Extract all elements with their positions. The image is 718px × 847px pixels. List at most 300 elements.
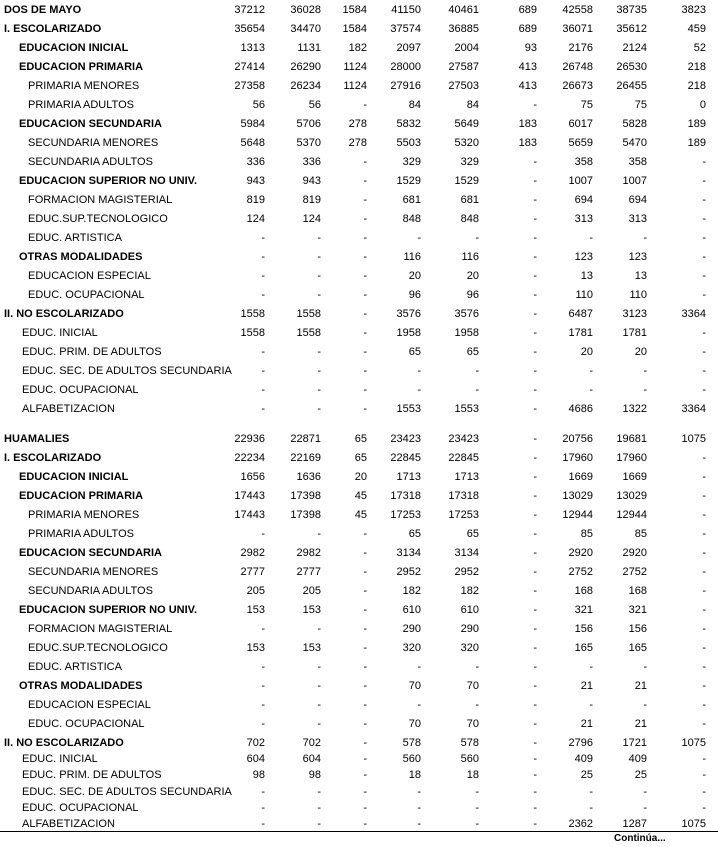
table-row (0, 307, 718, 321)
cell-value: 85 (634, 528, 647, 540)
cell-value: - (702, 156, 706, 168)
cell-value: 20 (354, 471, 367, 483)
cell-value: - (475, 365, 479, 377)
cell-value: 110 (629, 289, 647, 301)
cell-value: - (702, 327, 706, 339)
cell-value: 13029 (616, 490, 647, 502)
table-row (0, 801, 718, 815)
table-row (0, 622, 718, 636)
row-label: EDUC. OCUPACIONAL (28, 289, 145, 301)
cell-value: - (317, 232, 321, 244)
cell-value: 17318 (448, 490, 479, 502)
cell-value: 1781 (568, 327, 593, 339)
cell-value: 182 (402, 585, 421, 597)
cell-value: 45 (354, 490, 367, 502)
cell-value: 17398 (290, 509, 321, 521)
cell-value: 37574 (390, 23, 421, 35)
cell-value: 5832 (396, 118, 421, 130)
cell-value: - (533, 213, 537, 225)
table-row (0, 345, 718, 359)
cell-value: 218 (687, 80, 706, 92)
cell-value: - (702, 801, 706, 814)
cell-value: 3576 (396, 308, 421, 320)
cell-value: 2004 (454, 42, 479, 54)
cell-value: 25 (634, 769, 647, 782)
cell-value: 34470 (290, 23, 321, 35)
table-row (0, 326, 718, 340)
cell-value: 38735 (616, 4, 647, 16)
cell-value: - (702, 680, 706, 692)
cell-value: 26234 (290, 80, 321, 92)
cell-value: - (533, 585, 537, 597)
row-label: EDUCACION ESPECIAL (28, 270, 151, 282)
row-label: EDUC. INICIAL (22, 753, 98, 766)
cell-value: 6017 (568, 118, 593, 130)
table-row (0, 79, 718, 93)
row-label: II. NO ESCOLARIZADO (4, 308, 124, 320)
cell-value: 3134 (454, 547, 479, 559)
cell-value: 168 (574, 585, 593, 597)
cell-value: 56 (308, 99, 321, 111)
cell-value: - (261, 346, 265, 358)
cell-value: 1584 (342, 4, 367, 16)
cell-value: - (475, 699, 479, 711)
cell-value: 689 (518, 23, 537, 35)
row-label: I. ESCOLARIZADO (4, 23, 102, 35)
cell-value: 560 (460, 753, 479, 766)
cell-value: 65 (408, 528, 421, 540)
cell-value: - (417, 801, 421, 814)
row-label: EDUCACION SUPERIOR NO UNIV. (19, 175, 198, 187)
row-label: I. ESCOLARIZADO (4, 452, 102, 464)
cell-value: - (589, 801, 593, 814)
cell-value: 278 (348, 137, 367, 149)
row-label: PRIMARIA MENORES (28, 509, 140, 521)
cell-value: 17253 (448, 509, 479, 521)
cell-value: - (475, 818, 479, 830)
table-row (0, 231, 718, 245)
cell-value: 27916 (390, 80, 421, 92)
cell-value: - (317, 623, 321, 635)
cell-value: - (589, 365, 593, 377)
cell-value: 1558 (296, 308, 321, 320)
row-label: FORMACION MAGISTERIAL (28, 623, 173, 635)
cell-value: 18 (466, 769, 479, 782)
cell-value: 1124 (343, 80, 367, 92)
cell-value: 1529 (454, 175, 479, 187)
cell-value: - (702, 769, 706, 782)
cell-value: - (702, 346, 706, 358)
cell-value: 3576 (454, 308, 479, 320)
cell-value: - (363, 528, 367, 540)
cell-value: - (589, 699, 593, 711)
cell-value: - (261, 232, 265, 244)
cell-value: - (417, 384, 421, 396)
cell-value: 12944 (616, 509, 647, 521)
cell-value: 26530 (616, 61, 647, 73)
cell-value: 27587 (448, 61, 479, 73)
cell-value: 2362 (568, 818, 593, 830)
cell-value: - (317, 661, 321, 673)
cell-value: - (261, 270, 265, 282)
cell-value: 1584 (342, 23, 367, 35)
cell-value: 1075 (681, 818, 706, 830)
cell-value: - (533, 99, 537, 111)
cell-value: - (702, 289, 706, 301)
cell-value: 1529 (396, 175, 421, 187)
cell-value: 22936 (234, 433, 265, 445)
table-row (0, 364, 718, 378)
cell-value: - (533, 604, 537, 616)
cell-value: 189 (687, 137, 706, 149)
table-row (0, 41, 718, 55)
cell-value: - (317, 801, 321, 814)
cell-value: - (317, 680, 321, 692)
cell-value: 98 (308, 769, 321, 782)
cell-value: 21 (580, 718, 593, 730)
cell-value: 1558 (296, 327, 321, 339)
cell-value: 22845 (448, 452, 479, 464)
row-label: EDUC. SEC. DE ADULTOS SECUNDARIA (22, 785, 232, 798)
cell-value: - (363, 785, 367, 798)
cell-value: - (363, 194, 367, 206)
cell-value: 3364 (681, 308, 706, 320)
cell-value: 183 (518, 118, 537, 130)
cell-value: - (533, 623, 537, 635)
cell-value: - (702, 194, 706, 206)
cell-value: - (533, 433, 537, 445)
cell-value: - (363, 346, 367, 358)
cell-value: 218 (687, 61, 706, 73)
cell-value: 96 (466, 289, 479, 301)
cell-value: 413 (518, 80, 537, 92)
cell-value: - (533, 769, 537, 782)
cell-value: - (475, 232, 479, 244)
cell-value: - (261, 699, 265, 711)
cell-value: 320 (460, 642, 479, 654)
cell-value: 20 (580, 346, 593, 358)
cell-value: - (533, 251, 537, 263)
cell-value: - (417, 699, 421, 711)
cell-value: 329 (460, 156, 479, 168)
cell-value: 1131 (297, 42, 321, 54)
cell-value: 5984 (240, 118, 265, 130)
cell-value: - (417, 232, 421, 244)
cell-value: 5828 (622, 118, 647, 130)
cell-value: - (261, 718, 265, 730)
cell-value: - (702, 699, 706, 711)
row-label: EDUC. OCUPACIONAL (28, 718, 145, 730)
cell-value: 25 (580, 769, 593, 782)
cell-value: - (533, 547, 537, 559)
cell-value: 694 (574, 194, 593, 206)
cell-value: 848 (460, 213, 479, 225)
cell-value: - (317, 718, 321, 730)
cell-value: - (643, 384, 647, 396)
cell-value: - (417, 661, 421, 673)
cell-value: 65 (466, 346, 479, 358)
cell-value: 848 (402, 213, 421, 225)
cell-value: - (589, 232, 593, 244)
row-label: EDUC.SUP.TECNOLOGICO (28, 213, 168, 225)
cell-value: 1636 (296, 471, 321, 483)
cell-value: 5648 (240, 137, 265, 149)
cell-value: - (533, 528, 537, 540)
cell-value: 17443 (234, 509, 265, 521)
cell-value: 943 (302, 175, 321, 187)
cell-value: 22169 (290, 452, 321, 464)
cell-value: - (702, 251, 706, 263)
cell-value: 17253 (390, 509, 421, 521)
row-label: EDUCACION PRIMARIA (19, 490, 144, 502)
cell-value: 2952 (396, 566, 421, 578)
cell-value: 409 (628, 753, 647, 766)
cell-value: - (317, 384, 321, 396)
cell-value: - (363, 156, 367, 168)
cell-value: - (702, 528, 706, 540)
cell-value: 3823 (681, 4, 706, 16)
cell-value: - (702, 623, 706, 635)
cell-value: 610 (460, 604, 479, 616)
cell-value: 18 (408, 769, 421, 782)
cell-value: - (363, 623, 367, 635)
cell-value: 20 (634, 346, 647, 358)
cell-value: - (533, 175, 537, 187)
cell-value: 1669 (568, 471, 593, 483)
cell-value: - (702, 384, 706, 396)
cell-value: 168 (628, 585, 647, 597)
cell-value: - (363, 213, 367, 225)
cell-value: - (533, 327, 537, 339)
cell-value: 70 (408, 680, 421, 692)
cell-value: 165 (628, 642, 647, 654)
cell-value: - (261, 365, 265, 377)
cell-value: 1075 (681, 737, 706, 749)
table-row (0, 489, 718, 503)
cell-value: - (533, 308, 537, 320)
cell-value: 1075 (681, 433, 706, 445)
cell-value: 2920 (568, 547, 593, 559)
cell-value: 1958 (454, 327, 479, 339)
table-row (0, 383, 718, 397)
cell-value: 5649 (454, 118, 479, 130)
cell-value: 85 (580, 528, 593, 540)
cell-value: 22234 (234, 452, 265, 464)
row-label: EDUC. OCUPACIONAL (22, 384, 139, 396)
cell-value: 116 (403, 251, 421, 263)
cell-value: 560 (402, 753, 421, 766)
cell-value: 37212 (234, 4, 265, 16)
cell-value: 943 (246, 175, 265, 187)
cell-value: 20756 (562, 433, 593, 445)
cell-value: 26748 (562, 61, 593, 73)
cell-value: - (533, 471, 537, 483)
row-label: EDUCACION SECUNDARIA (19, 547, 163, 559)
cell-value: 27358 (234, 80, 265, 92)
cell-value: - (317, 346, 321, 358)
cell-value: 21 (580, 680, 593, 692)
cell-value: 183 (518, 137, 537, 149)
cell-value: - (533, 365, 537, 377)
cell-value: - (475, 785, 479, 798)
table-row (0, 584, 718, 598)
cell-value: - (643, 232, 647, 244)
table-row (0, 546, 718, 560)
cell-value: - (702, 785, 706, 798)
cell-value: 290 (402, 623, 421, 635)
cell-value: - (533, 680, 537, 692)
cell-value: - (363, 99, 367, 111)
cell-value: 36885 (448, 23, 479, 35)
table-row (0, 527, 718, 541)
cell-value: 1007 (622, 175, 647, 187)
cell-value: - (363, 384, 367, 396)
cell-value: 22845 (390, 452, 421, 464)
row-label: FORMACION MAGISTERIAL (28, 194, 173, 206)
cell-value: 1322 (622, 403, 647, 415)
cell-value: 42558 (562, 4, 593, 16)
cell-value: 694 (628, 194, 647, 206)
cell-value: 27503 (448, 80, 479, 92)
table-row (0, 136, 718, 150)
cell-value: - (533, 156, 537, 168)
cell-value: - (363, 585, 367, 597)
row-label: EDUC. OCUPACIONAL (22, 801, 139, 814)
cell-value: 153 (246, 604, 265, 616)
cell-value: 290 (460, 623, 479, 635)
cell-value: - (317, 818, 321, 830)
cell-value: 5706 (296, 118, 321, 130)
cell-value: 23423 (390, 433, 421, 445)
row-label: PRIMARIA ADULTOS (28, 528, 134, 540)
cell-value: - (589, 785, 593, 798)
cell-value: 70 (466, 718, 479, 730)
row-label: EDUC. SEC. DE ADULTOS SECUNDARIA (22, 365, 232, 377)
cell-value: 23423 (448, 433, 479, 445)
cell-value: - (702, 490, 706, 502)
cell-value: - (702, 547, 706, 559)
cell-value: 35612 (616, 23, 647, 35)
cell-value: 5503 (396, 137, 421, 149)
cell-value: 320 (402, 642, 421, 654)
cell-value: - (702, 585, 706, 597)
cell-value: 182 (460, 585, 479, 597)
row-label: ALFABETIZACION (22, 403, 115, 415)
cell-value: - (533, 718, 537, 730)
cell-value: 52 (693, 42, 706, 54)
cell-value: - (363, 175, 367, 187)
cell-value: 2920 (622, 547, 647, 559)
row-label: EDUC. ARTISTICA (28, 661, 122, 673)
cell-value: 17318 (390, 490, 421, 502)
cell-value: - (317, 785, 321, 798)
cell-value: - (702, 232, 706, 244)
table-row (0, 565, 718, 579)
cell-value: - (533, 232, 537, 244)
cell-value: - (261, 785, 265, 798)
cell-value: 165 (574, 642, 593, 654)
cell-value: - (533, 194, 537, 206)
cell-value: - (261, 623, 265, 635)
cell-value: - (702, 452, 706, 464)
cell-value: - (417, 365, 421, 377)
cell-value: - (533, 785, 537, 798)
cell-value: 156 (574, 623, 593, 635)
cell-value: - (533, 452, 537, 464)
cell-value: - (533, 270, 537, 282)
cell-value: - (533, 490, 537, 502)
cell-value: - (363, 547, 367, 559)
cell-value: - (475, 384, 479, 396)
row-label: II. NO ESCOLARIZADO (4, 737, 124, 749)
cell-value: - (533, 699, 537, 711)
cell-value: 413 (518, 61, 537, 73)
table-row (0, 269, 718, 283)
cell-value: - (702, 642, 706, 654)
row-label: EDUCACION PRIMARIA (19, 61, 144, 73)
cell-value: 65 (354, 433, 367, 445)
cell-value: 681 (460, 194, 479, 206)
cell-value: 12944 (562, 509, 593, 521)
row-label: EDUC. ARTISTICA (28, 232, 122, 244)
row-label: OTRAS MODALIDADES (19, 680, 143, 692)
cell-value: 26290 (290, 61, 321, 73)
cell-value: 604 (246, 753, 265, 766)
cell-value: - (363, 642, 367, 654)
table-row (0, 250, 718, 264)
table-row (0, 470, 718, 484)
cell-value: 5659 (568, 137, 593, 149)
cell-value: 2952 (454, 566, 479, 578)
cell-value: - (643, 661, 647, 673)
table-row (0, 752, 718, 766)
row-label: HUAMALIES (4, 433, 70, 445)
cell-value: - (363, 566, 367, 578)
row-label: SECUNDARIA ADULTOS (28, 585, 153, 597)
cell-value: 313 (574, 213, 593, 225)
cell-value: 28000 (390, 61, 421, 73)
table-row (0, 817, 718, 831)
cell-value: 35654 (234, 23, 265, 35)
cell-value: 819 (246, 194, 265, 206)
row-label: PRIMARIA MENORES (28, 80, 140, 92)
cell-value: - (363, 403, 367, 415)
cell-value: 2796 (568, 737, 593, 749)
cell-value: 459 (687, 23, 706, 35)
cell-value: 1124 (343, 61, 367, 73)
cell-value: 65 (408, 346, 421, 358)
table-row (0, 402, 718, 416)
cell-value: 1713 (396, 471, 421, 483)
table-row (0, 193, 718, 207)
cell-value: - (533, 509, 537, 521)
cell-value: - (533, 289, 537, 301)
cell-value: - (475, 661, 479, 673)
cell-value: 84 (466, 99, 479, 111)
cell-value: 3134 (396, 547, 421, 559)
cell-value: 5470 (622, 137, 647, 149)
cell-value: 75 (634, 99, 647, 111)
cell-value: 26673 (562, 80, 593, 92)
cell-value: 36028 (290, 4, 321, 16)
cell-value: 75 (580, 99, 593, 111)
table-row (0, 603, 718, 617)
cell-value: 819 (302, 194, 321, 206)
cell-value: 1669 (622, 471, 647, 483)
row-label: SECUNDARIA ADULTOS (28, 156, 153, 168)
cell-value: - (363, 699, 367, 711)
continued-note: Continúa... (614, 833, 666, 844)
